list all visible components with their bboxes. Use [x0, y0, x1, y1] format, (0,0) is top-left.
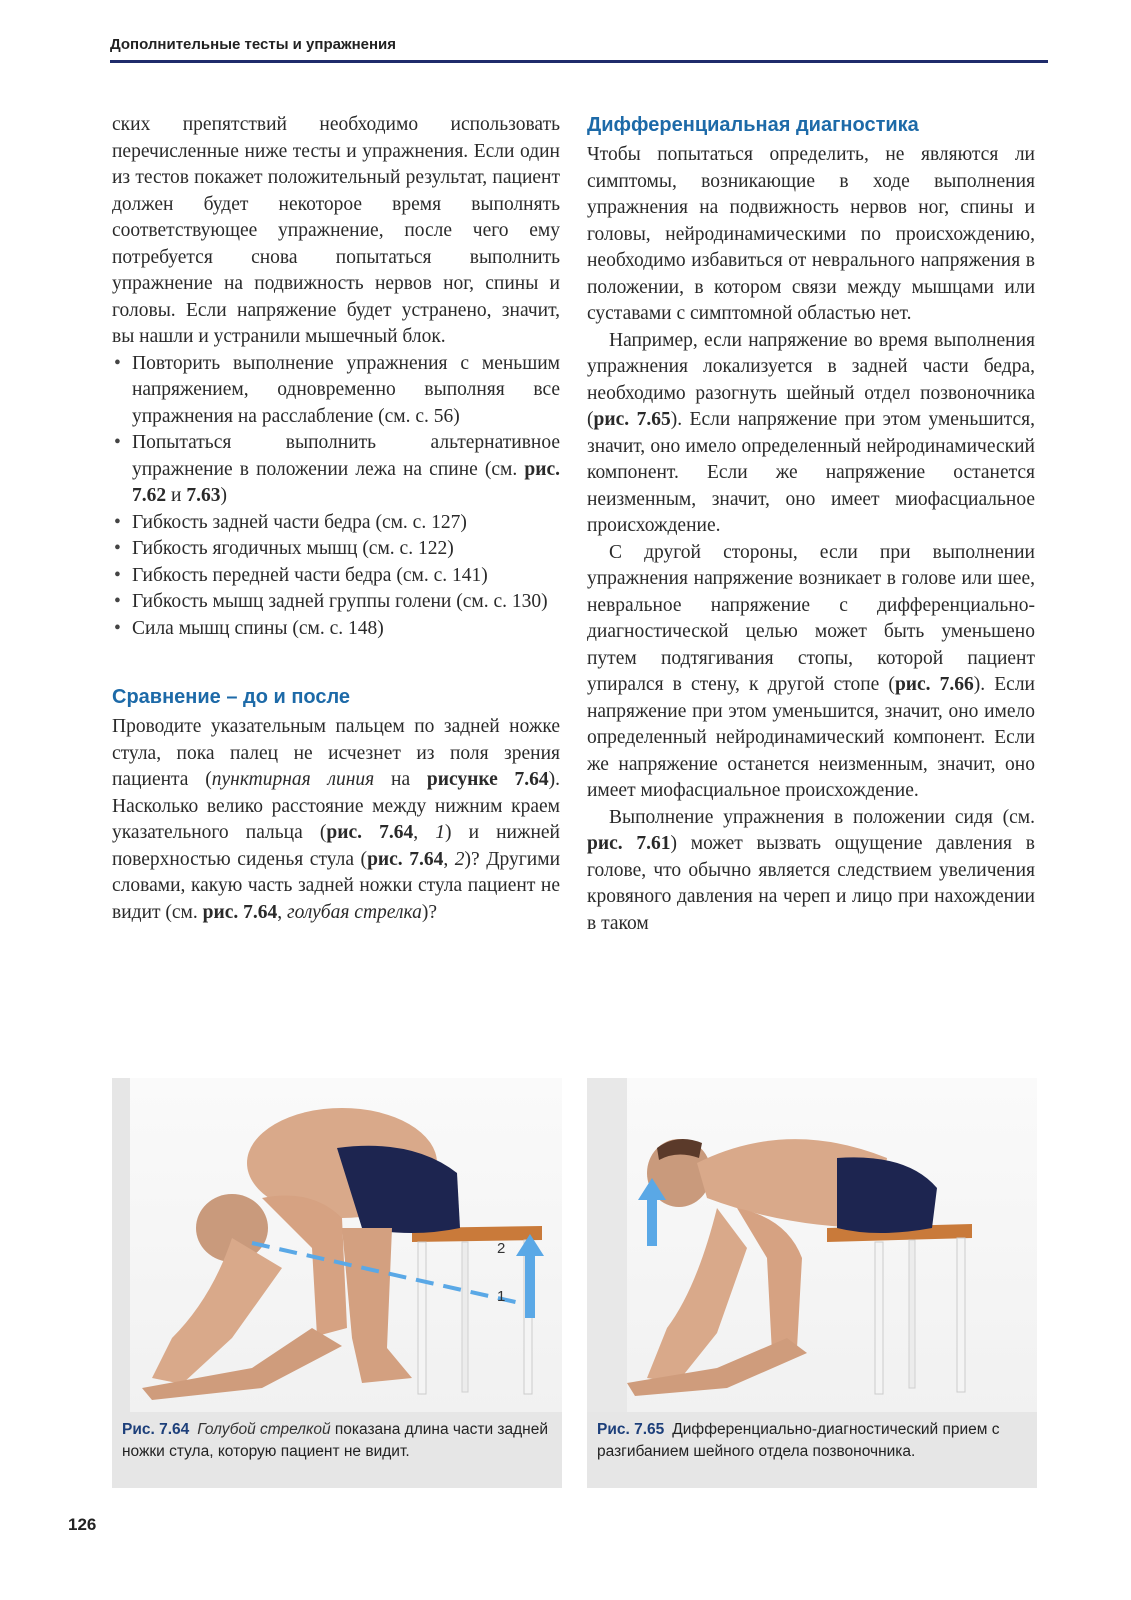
figure-ref[interactable]: рис. 7.64 — [326, 822, 414, 843]
list-item: • Сила мышц спины (см. с. 148) — [112, 616, 560, 643]
figure-ref[interactable]: рис. 7.64 — [202, 901, 278, 923]
figure-7-64-caption: Рис. 7.64 Голубой стрелкой показана длина части задней ножки стула, которую пациент не видит. — [112, 1412, 562, 1488]
figure-7-64-photo — [112, 1078, 562, 1412]
seated-forward-bend-illustration — [112, 1078, 562, 1412]
list-item: • Гибкость ягодичных мышц (см. с. 122) — [112, 536, 560, 563]
patient-figure — [627, 1139, 937, 1396]
marker-2: 2 — [497, 1240, 506, 1257]
list-item: • Попытаться выполнить альтернативное упражнение в положении лежа на спине (см. рис. 7.62 и 7.63) — [112, 430, 560, 510]
caption-label: Рис. 7.65 — [597, 1421, 665, 1438]
list-item: • Гибкость передней части бедра (см. с. 141) — [112, 563, 560, 590]
figure-7-65-photo — [587, 1078, 1037, 1412]
list-item: • Гибкость мышц задней группы голени (см. с. 130) — [112, 589, 560, 616]
left-paragraph-1: ских препятствий необходимо использовать перечисленные ниже тесты и упражнения. Если один из тестов покажет положительный результат, пациент должен будет некоторое время выполнять соответствующее упражнение, после чего ему потребуется снова попытаться выполнить упражнение на подвижность нервов ног, спины и головы. Если напряжение будет устранено, значит, вы нашли и устранили мышечный блок. — [112, 114, 560, 347]
header-rule — [110, 60, 1048, 63]
list-item: • Повторить выполнение упражнения с меньшим напряжением, одновременно выполняя все упражнения на расслабление (см. с. 56) — [112, 351, 560, 431]
right-paragraph-2: Например, если напряжение во время выполнения упражнения локализуется в задней части бедра, необходимо разогнуть шейный отдел позвоночника (рис. 7.65). Если напряжение при этом уменьшится, значит, оно имело определенный нейродинамический компонент. Если же напряжение останется неизменным, значит, оно имеет миофасциальное происхождение. — [587, 329, 1035, 536]
stool-icon — [827, 1224, 972, 1394]
blue-arrow-icon — [516, 1234, 544, 1318]
right-column — [587, 112, 1035, 937]
left-column — [112, 112, 560, 926]
running-head: Дополнительные тесты и упражнения — [110, 36, 397, 53]
wall-edge — [587, 1078, 627, 1412]
right-paragraph-3: С другой стороны, если при выполнении упражнения напряжение возникает в голове или шее, невральное напряжение с дифференциально-диагностической целью может быть уменьшено путем подтягивания стопы, которой пациент упирался в стену, к другой стопе (рис. 7.66). Если напряжение при этом уменьшится, значит, оно имело определенный нейродинамический компонент. Если же напряжение останется неизменным, значит, оно имеет миофасциальное происхождение. — [587, 541, 1035, 801]
figure-ref[interactable]: рис. 7.61 — [587, 833, 671, 854]
caption-label: Рис. 7.64 — [122, 1421, 190, 1438]
neck-extension-illustration — [587, 1078, 1037, 1412]
right-paragraph-1: Чтобы попытаться определить, не являются ли симптомы, возникающие в ходе выполнения упражнения на подвижность нервов ног, спины и головы, нейродинамическими по происхождению, необходимо избавиться от неврального напряжения в положении, в котором связи между мышцами или суставами с симптомной областью нет. — [587, 144, 1035, 324]
patient-figure — [142, 1108, 460, 1400]
left-paragraph-2: Проводите указательным пальцем по задней ножке стула, пока палец не исчезнет из поля зрения пациента (пунктирная линия на рисунке 7.64). Насколько велико расстояние между нижним краем указательного пальца (рис. 7.64, 1) и нижней поверхностью сиденья стула (рис. 7.64, 2)? Другими словами, какую часть задней ножки стула пациент не видит (см. рис. 7.64, голубая стрелка)? — [112, 716, 561, 923]
section-heading-diagnostics: Дифференциальная диагностика — [587, 114, 919, 136]
list-item: • Гибкость задней части бедра (см. с. 127) — [112, 510, 560, 537]
figure-7-65-caption: Рис. 7.65 Дифференциально-диагностический прием с разгибанием шейного отдела позвоночника. — [587, 1412, 1037, 1488]
right-paragraph-4: Выполнение упражнения в положении сидя (см. рис. 7.61) может вызвать ощущение давления в голове, что обычно является следствием увеличения кровяного давления на череп и лицо при нахождении в таком — [587, 806, 1035, 934]
figure-ref[interactable]: рисунке 7.64 — [426, 769, 549, 790]
figure-ref[interactable]: 7.63 — [186, 485, 221, 506]
exercise-list — [112, 351, 560, 643]
figure-ref[interactable]: рис. 7.65 — [593, 409, 671, 430]
marker-1: 1 — [497, 1288, 506, 1305]
page-number: 126 — [68, 1515, 97, 1534]
figure-ref[interactable]: рис. 7.66 — [894, 674, 974, 695]
wall-edge — [112, 1078, 130, 1412]
figure-ref[interactable]: рис. 7.62 — [132, 458, 560, 506]
figure-ref[interactable]: рис. 7.64 — [367, 848, 444, 870]
section-heading-comparison: Сравнение – до и после — [112, 686, 351, 708]
